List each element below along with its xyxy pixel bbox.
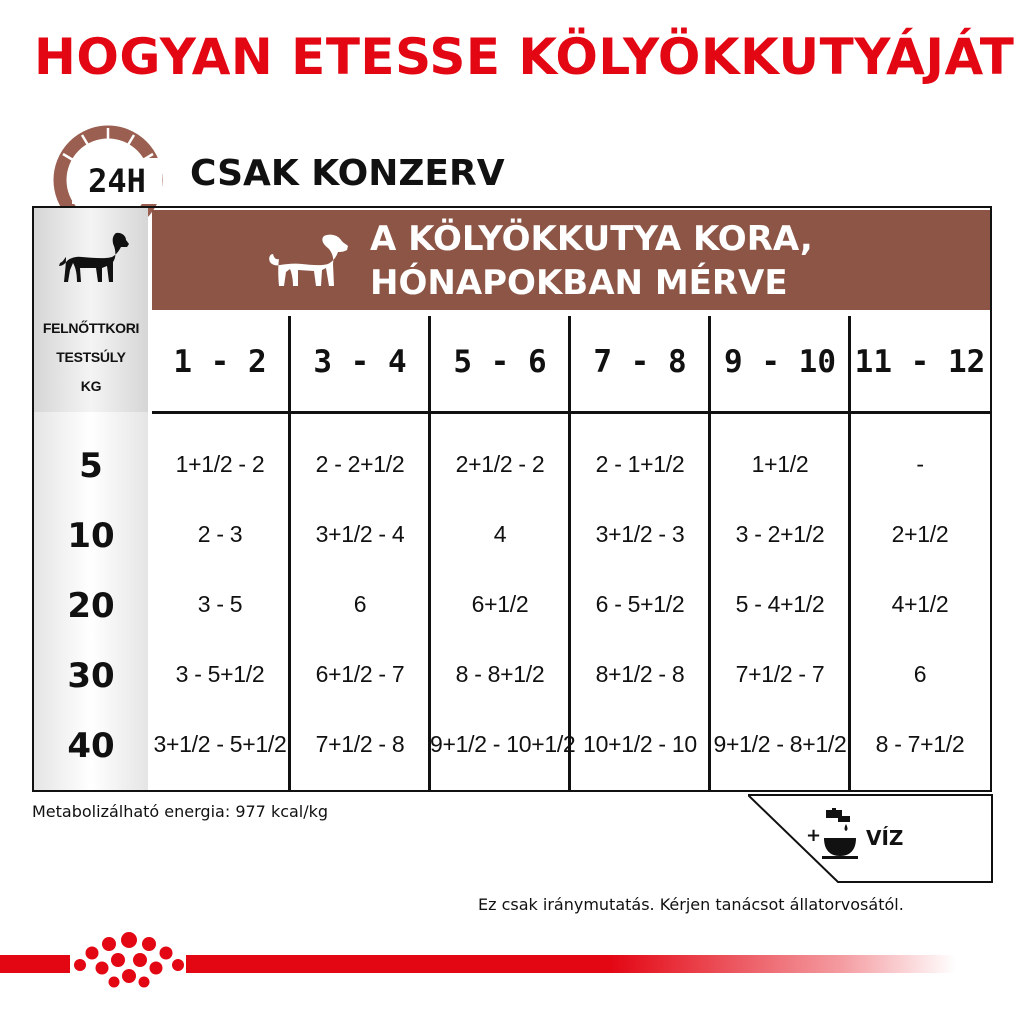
disclaimer: Ez csak iránymutatás. Kérjen tanácsot állatorvosától.: [478, 895, 904, 914]
table-cell: 3 - 5+1/2: [175, 661, 265, 687]
column-divider: [288, 316, 291, 792]
table-cell: 1+1/2 - 2: [175, 451, 265, 477]
age-header-text: [370, 217, 813, 305]
column-divider: [708, 316, 711, 792]
subtitle: CSAK KONZERV: [190, 153, 505, 194]
age-column-header: 11 - 12: [854, 344, 986, 380]
table-cell: 10+1/2 - 10: [583, 731, 697, 757]
weight-value: 30: [67, 656, 115, 696]
weight-value: 5: [79, 446, 103, 486]
column-divider: [568, 316, 571, 792]
weight-label-line-1: FELNŐTTKORI: [42, 320, 140, 336]
table-cell: 2 - 3: [197, 521, 243, 547]
table-cell: 2 - 2+1/2: [315, 451, 405, 477]
header-divider: [152, 411, 990, 414]
table-cell: -: [916, 451, 924, 477]
table-cell: 1+1/2: [751, 451, 809, 477]
water-label: VÍZ: [866, 826, 904, 850]
puppy-icon: [262, 232, 352, 292]
weight-value: 10: [67, 516, 115, 556]
age-column-header: 5 - 6: [453, 344, 547, 380]
table-cell: 8 - 7+1/2: [875, 731, 965, 757]
brand-band-left: [0, 955, 70, 973]
table-cell: 3 - 2+1/2: [735, 521, 825, 547]
table-cell: 8 - 8+1/2: [455, 661, 545, 687]
weight-value: 40: [67, 726, 115, 766]
table-cell: 3 - 5: [197, 591, 243, 617]
age-column-header: 7 - 8: [593, 344, 687, 380]
table-cell: 7+1/2 - 8: [315, 731, 405, 757]
table-cell: 6: [353, 591, 367, 617]
table-cell: 7+1/2 - 7: [735, 661, 825, 687]
age-column-header: 1 - 2: [173, 344, 267, 380]
clock-label: 24H: [72, 158, 162, 204]
weight-label: [34, 314, 148, 401]
weight-label-line-3: KG: [80, 378, 102, 394]
table-cell: 8+1/2 - 8: [595, 661, 685, 687]
table-cell: 3+1/2 - 4: [315, 521, 405, 547]
adult-dog-icon: [56, 230, 130, 292]
table-cell: 2 - 1+1/2: [595, 451, 685, 477]
table-cell: 9+1/2 - 10+1/2: [430, 731, 576, 757]
table-cell: 5 - 4+1/2: [735, 591, 825, 617]
table-cell: 3+1/2 - 3: [595, 521, 685, 547]
age-column-header: 9 - 10: [724, 344, 836, 380]
age-column-header: 3 - 4: [313, 344, 407, 380]
energy-note: Metabolizálható energia: 977 kcal/kg: [32, 802, 329, 821]
table-cell: 3+1/2 - 5+1/2: [153, 731, 287, 757]
weight-label-line-2: TESTSÚLY: [56, 349, 126, 365]
water-plus: +: [806, 825, 822, 846]
table-cell: 6: [913, 661, 927, 687]
column-divider: [848, 316, 851, 792]
table-cell: 2+1/2 - 2: [455, 451, 545, 477]
water-bowl-icon: [820, 808, 860, 862]
age-header-line-2: HÓNAPOKBAN MÉRVE: [370, 263, 788, 303]
column-divider: [428, 316, 431, 792]
weight-value: 20: [67, 586, 115, 626]
table-cell: 6+1/2: [471, 591, 529, 617]
table-cell: 2+1/2: [891, 521, 949, 547]
page-title: HOGYAN ETESSE KÖLYÖKKUTYÁJÁT: [34, 28, 1015, 86]
brand-band-right: [186, 955, 956, 973]
royal-crown-logo: [70, 930, 188, 992]
table-cell: 6 - 5+1/2: [595, 591, 685, 617]
table-cell: 6+1/2 - 7: [315, 661, 405, 687]
table-cell: 4+1/2: [891, 591, 949, 617]
table-cell: 9+1/2 - 8+1/2: [713, 731, 847, 757]
age-header-line-1: A KÖLYÖKKUTYA KORA,: [370, 219, 813, 259]
table-cell: 4: [493, 521, 507, 547]
